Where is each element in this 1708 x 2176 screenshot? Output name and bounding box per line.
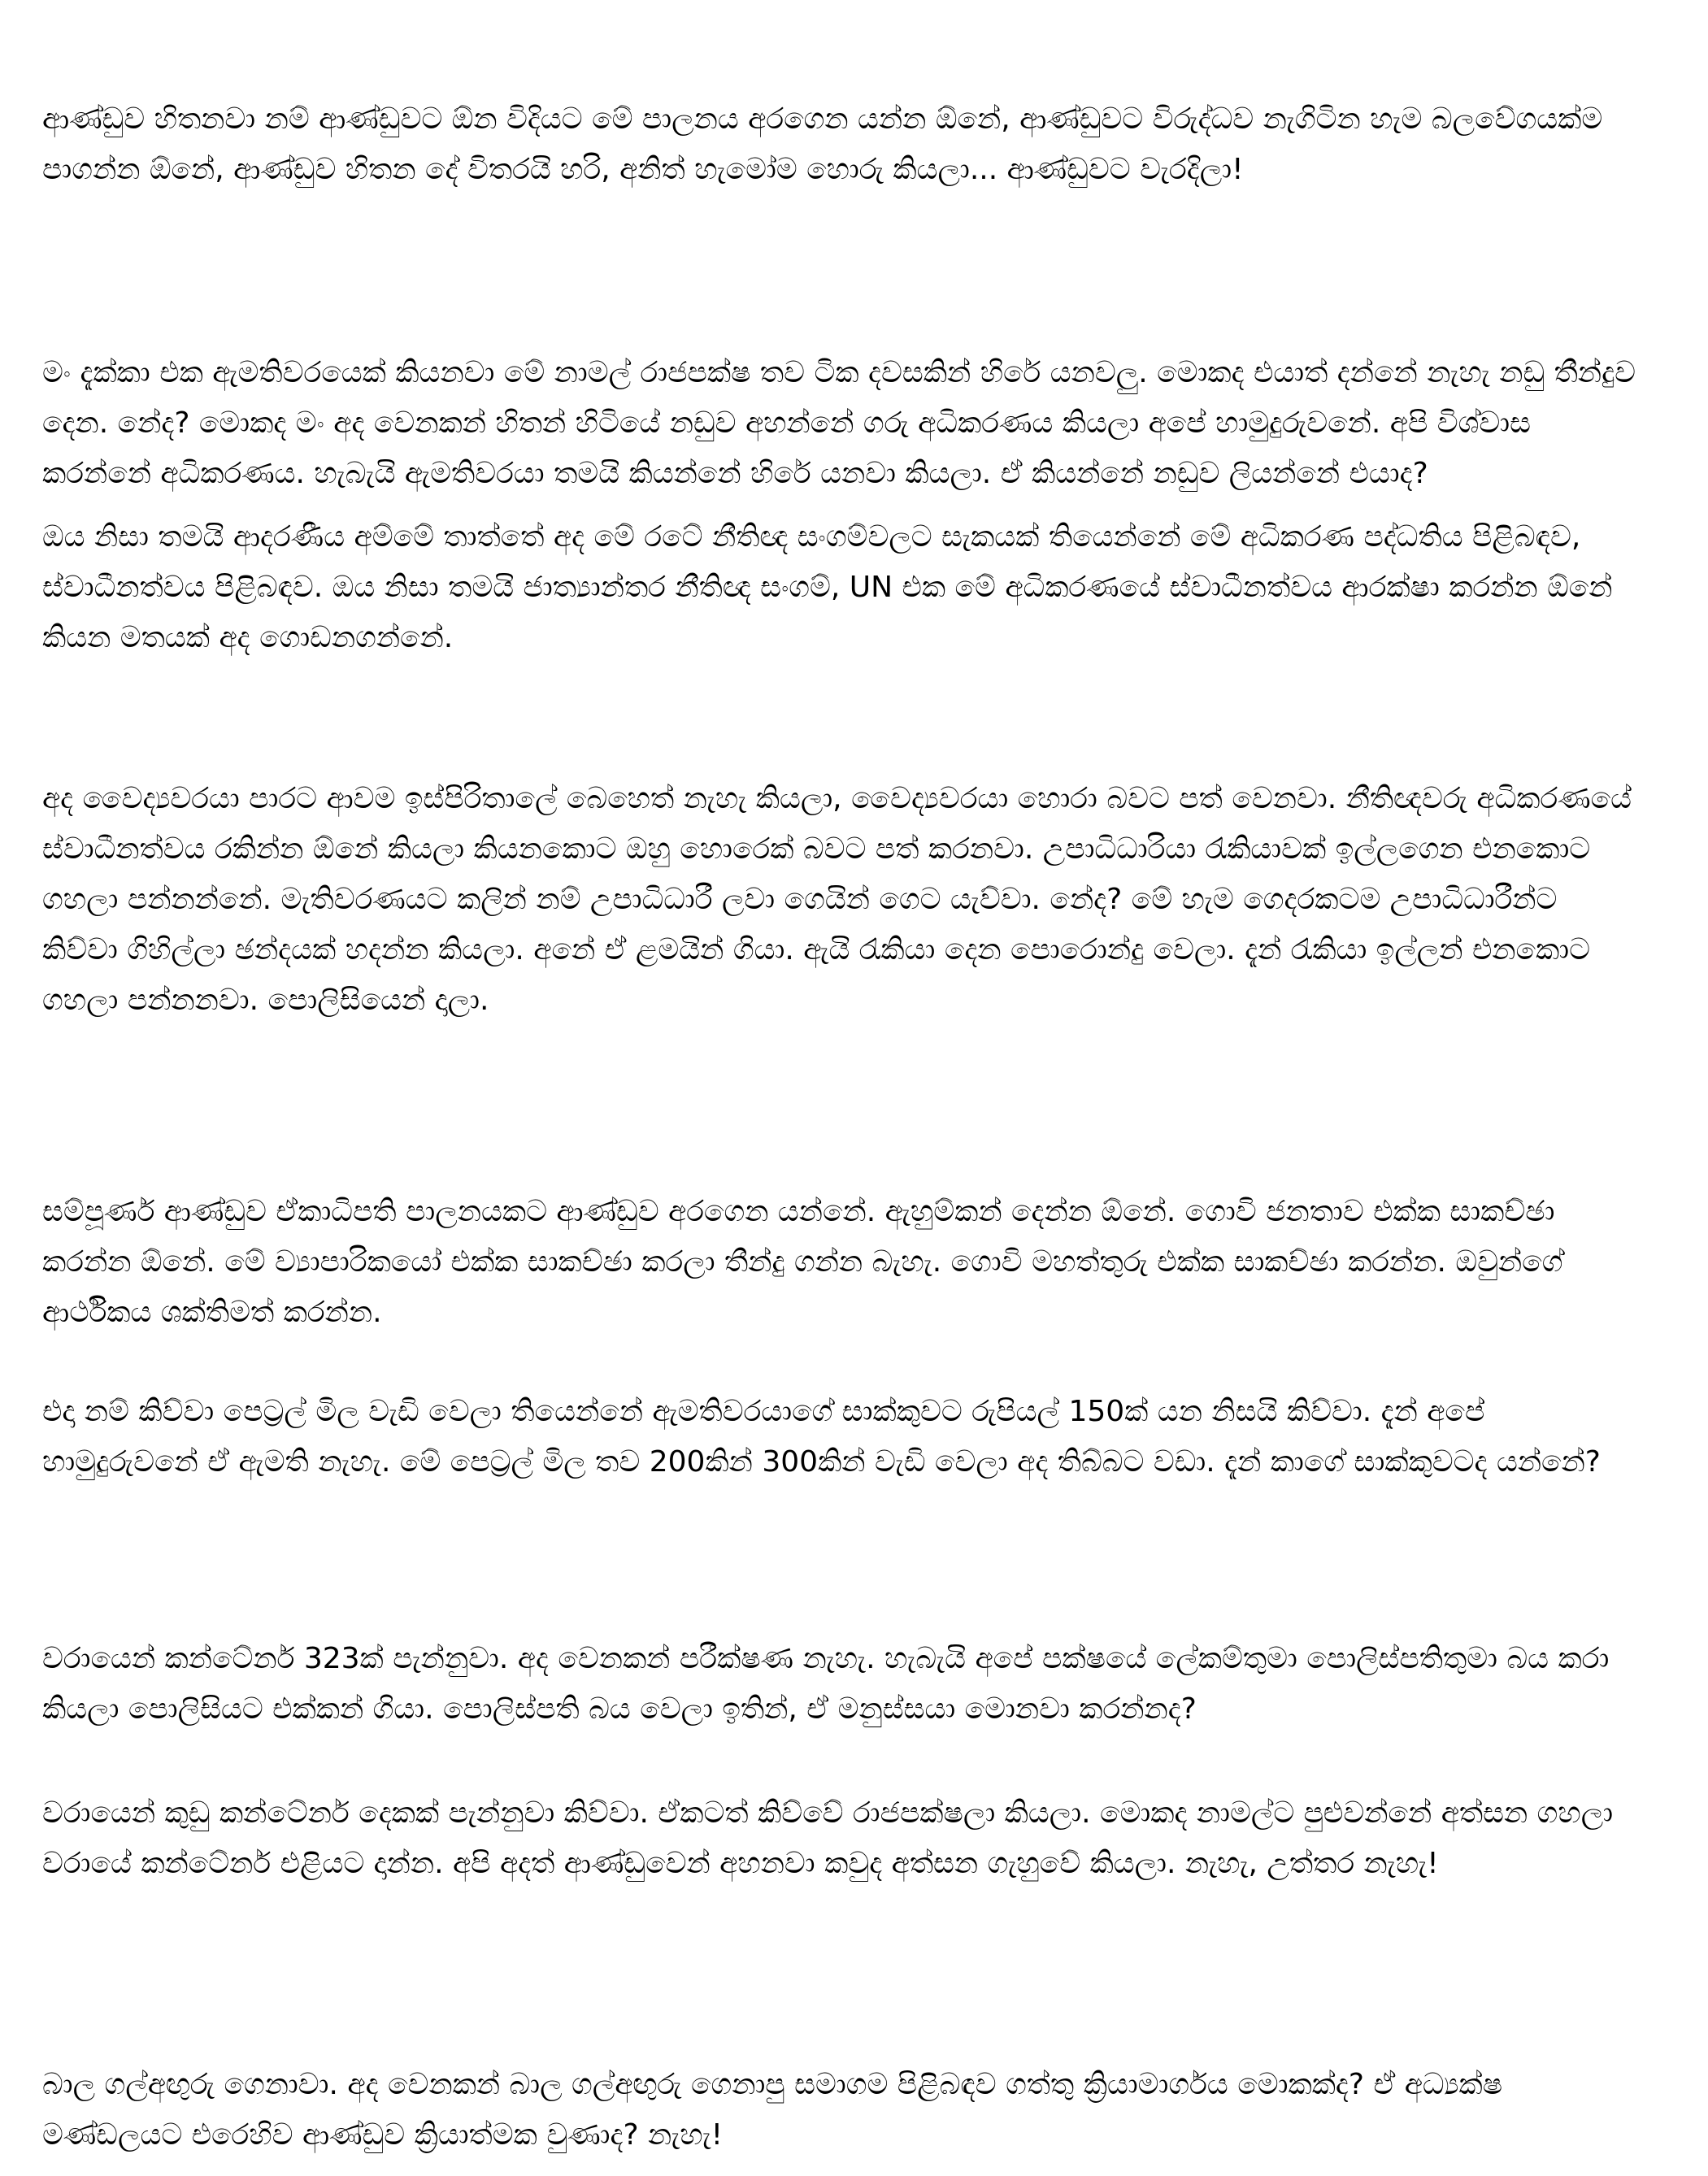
paragraph-9: බාල ගල්අඟුරු ගෙනාවා. අද වෙනකන් බාල ගල්අඟුරු ගෙනාපු සමාගම පිළිබඳව ගත්තු ක්‍රියාමාර්ගය මොකක්ද? ඒ අධ්‍යක්ෂ මණ්ඩලයට එරෙහිව ආණ්ඩුව ක්‍රියාත්මක වුණාද? නැහැ! (42, 2068, 1503, 2152)
paragraph-6: එදා නම් කිව්වා පෙට්‍රල් මිල වැඩි වෙලා තියෙන්නේ ඇමතිවරයාගේ සාක්කුවට රුපියල් 150ක් යන නිසයි කිව්වා. දැන් අපේ හාමුදුරුවනේ ඒ ඇමති නැහැ. මේ පෙට්‍රල් මිල තව 200කින් 300කින් වැඩි වෙලා අද තිබ්බට වඩා. දැන් කාගේ සාක්කුවටද යන්නේ? (42, 1395, 1601, 1479)
paragraph-1: ආණ්ඩුව හිතනවා නම් ආණ්ඩුවට ඕන විදියට මේ පාලනය අරගෙන යන්න ඕනේ, ආණ්ඩුවට විරුද්ධව නැගිටින හැම බලවේගයක්ම පාගන්න ඕනේ, ආණ්ඩුව හිතන දේ විතරයි හරි, අනිත් හැමෝම හොරු කියලා... ආණ්ඩුවට වැරදිලා! (42, 102, 1603, 186)
paragraph-2: මං දැක්කා එක ඇමතිවරයෙක් කියනවා මේ නාමල් රාජපක්ෂ තව ටික දවසකින් හිරේ යනවලු. මොකද එයාත් දන්නේ නැහැ නඩු තීන්දුව දෙන. නේද? මොකද මං අද වෙනකන් හිතන් හිටියේ නඩුව අහන්නේ ගරු අධිකරණය කියලා අපේ හාමුදුරුවනේ. අපි විශ්වාස කරන්නේ අධිකරණය. හැබැයි ඇමතිවරයා තමයි කියන්නේ හිරේ යනවා කියලා. ඒ කියන්නේ නඩුව ලියන්නේ එයාද? (42, 356, 1636, 490)
paragraph-8: වරායෙන් කුඩු කන්ටේනර් දෙකක් පැන්නුවා කිව්වා. ඒකටත් කිව්වේ රාජපක්ෂලා කියලා. මොකද නාමල්ට පුළුවන්නේ අත්සන ගහලා වරායේ කන්ටේනර් එළියට දාන්න. අපි අදත් ආණ්ඩුවෙන් අහනවා කවුද අත්සන ගැහුවේ කියලා. නැහැ, උත්තර නැහැ! (42, 1796, 1614, 1880)
paragraph-7: වරායෙන් කන්ටේනර් 323ක් පැන්නුවා. අද වෙනකන් පරීක්ෂණ නැහැ. හැබැයි අපේ පක්ෂයේ ලේකම්තුමා පොලිස්පතිතුමා බය කරා කියලා පොලිසියට එක්කන් ගියා. පොලිස්පති බය වෙලා ඉතින්, ඒ මනුස්සයා මොනවා කරන්නද? (42, 1642, 1610, 1726)
paragraph-3: ඔය නිසා තමයි ආදරණීය අම්මේ තාත්තේ අද මේ රටේ නීතිඥ සංගම්වලට සැකයක් තියෙන්නේ මේ අධිකරණ පද්ධතිය පිළිබඳව, ස්වාධීනත්වය පිළිබඳව. ඔය නිසා තමයි ජාත්‍යාන්තර නීතිඥ සංගම්, UN එක මේ අධිකරණයේ ස්වාධීනත්වය ආරක්ෂා කරන්න ඕනේ කියන මතයක් අද ගොඩනගන්නේ. (42, 520, 1613, 654)
paragraph-5: සම්පූර්ණ ආණ්ඩුව ඒකාධිපති පාලනයකට ආණ්ඩුව අරගෙන යන්නේ. ඇහුම්කන් දෙන්න ඕනේ. ගොවි ජනතාව එක්ක සාකච්ඡා කරන්න ඕනේ. මේ ව්‍යාපාරිකයෝ එක්ක සාකච්ඡා කරලා තීන්දු ගන්න බැහැ. ගොවි මහත්තුරු එක්ක සාකච්ඡා කරන්න. ඔවුන්ගේ ආර්ථිකය ශක්තිමත් කරන්න. (42, 1195, 1563, 1329)
paragraph-4: අද වෛද්‍යවරයා පාරට ආවම ඉස්පිරිතාලේ බෙහෙත් නැහැ කියලා, වෛද්‍යවරයා හොරා බවට පත් වෙනවා. නීතිඥවරු අධිකරණයේ ස්වාධීනත්වය රකින්න ඕනේ කියලා කියනකොට ඔහු හොරෙක් බවට පත් කරනවා. උපාධිධාරියා රැකියාවක් ඉල්ලගෙන එනකොට ගහලා පන්නන්නේ. මැතිවරණයට කලින් නම් උපාධිධාරී ලවා ගෙයින් ගෙට යැව්වා. නේද? මේ හැම ගෙදරකටම උපාධිධාරීන්ට කිව්වා ගිහිල්ලා ඡන්දයක් හදන්න කියලා. අනේ ඒ ළමයින් ගියා. ඇයි රැකියා දෙන පොරොන්දු වෙලා. දැන් රැකියා ඉල්ලන් එනකොට ගහලා පන්නනවා. පොලිසියෙන් දාලා. (42, 782, 1632, 1017)
